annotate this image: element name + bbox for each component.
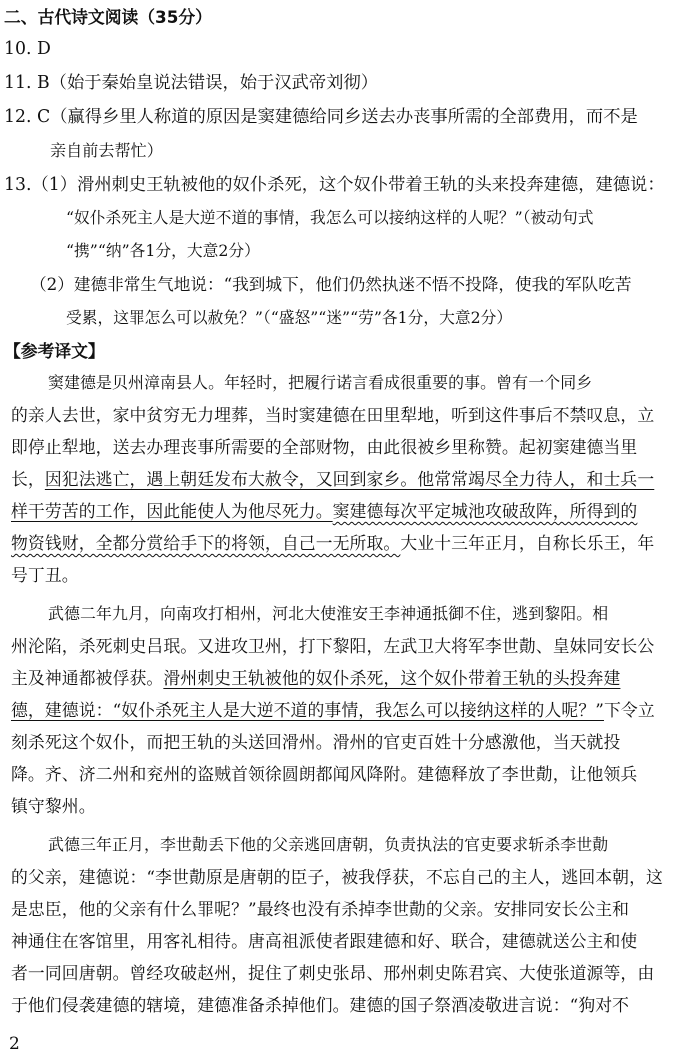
translation-p1-line4 [11,466,697,492]
plain-text: 主及神通都被俘获。 [11,668,164,688]
wavy-underlined-text: 窦建德每次平定城池攻破敌阵，所得到的 [332,501,638,521]
answer-12-line2: 亲自前去帮忙） [50,141,163,160]
translation-p3-line2: 的父亲，建德说：“李世勣原是唐朝的臣子，被我俘获，不忘自己的主人，逃回本朝，这 [11,867,663,887]
underlined-text: 德，建德说：“奴仆杀死主人是大逆不道的事情，我怎么可以接纳这样的人呢？” [11,700,604,720]
translation-p3-line1: 武德三年正月，李世勣丢下他的父亲逃回唐朝，负责执法的官吏要求斩杀李世勣 [48,835,609,854]
translation-heading: 【参考译文】 [4,341,105,361]
translation-p1-line5 [11,498,697,524]
translation-p2-line4 [11,697,697,723]
answer-11: 11. B（始于秦始皇说法错误，始于汉武帝刘彻） [4,73,379,93]
translation-p2-line6: 降。齐、济二州和兖州的盗贼首领徐圆朗都闻风降附。建德释放了李世勣，让他领兵 [11,764,638,784]
translation-p3-line4: 神通住在客馆里，用客礼相待。唐高祖派使者跟建德和好、联合，建德就送公主和使 [11,931,638,951]
translation-p1-line1: 窦建德是贝州漳南县人。年轻时，把履行诺言看成很重要的事。曾有一个同乡 [48,373,593,392]
underlined-text: 滑州刺史王轨被他的奴仆杀死，这个奴仆带着王轨的头投奔建 [163,668,621,688]
plain-text: 大业十三年正月，自称长乐王，年 [400,533,655,553]
page-number: 2 [9,1034,20,1054]
translation-p2-line1: 武德二年九月，向南攻打相州，河北大使淮安王李神通抵御不住，逃到黎阳。相 [48,604,609,623]
underlined-text: 因犯法逃亡，遇上朝廷发布大赦令，又回到家乡。他常常竭尽全力待人，和士兵一 [44,469,655,489]
translation-p2-line5: 刻杀死这个奴仆，而把王轨的头送回滑州。滑州的官吏百姓十分感激他，当天就投 [11,732,621,752]
translation-p2-line7: 镇守黎州。 [11,796,96,816]
translation-p1-line3: 即停止犁地，送去办理丧事所需要的全部财物，由此很被乡里称赞。起初窦建德当里 [11,437,638,457]
translation-p2-line2: 州沦陷，杀死刺史吕珉。又进攻卫州，打下黎阳，左武卫大将军李世勣、皇妹同安长公 [11,636,655,656]
section-title: 二、古代诗文阅读（35分） [4,7,212,27]
answer-13-1-line1: 13.（1）滑州刺史王轨被他的奴仆杀死，这个奴仆带着王轨的头来投奔建德，建德说： [4,175,665,195]
translation-p3-line6: 于他们侵袭建德的辖境，建德准备杀掉他们。建德的国子祭酒凌敬进言说：“狗对不 [11,995,630,1015]
translation-p2-line3 [11,665,697,691]
underlined-text: 样干劳苦的工作，因此能使人为他尽死力。 [11,501,333,521]
plain-text: 长， [11,469,45,489]
translation-p3-line5: 者一同回唐朝。曾经攻破赵州，捉住了刺史张昂、邢州刺史陈君宾、大使张道源等，由 [11,963,655,983]
answer-13-2-line1: （2）建德非常生气地说：“我到城下，他们仍然执迷不悟不投降，使我的军队吃苦 [30,275,632,294]
answer-13-1-line2: “奴仆杀死主人是大逆不道的事情，我怎么可以接纳这样的人呢？”（被动句式 [66,208,594,227]
answer-12-line1: 12. C（赢得乡里人称道的原因是窦建德给同乡送去办丧事所需的全部费用，而不是 [4,107,638,127]
wavy-underlined-text: 物资钱财，全都分赏给手下的将领，自己一无所取。 [11,533,401,553]
answer-13-1-line3: “携”“纳”各1分，大意2分） [66,241,260,260]
translation-p1-line2: 的亲人去世，家中贫穷无力埋葬，当时窦建德在田里犁地，听到这件事后不禁叹息，立 [11,405,655,425]
answer-13-2-line2: 受累，这罪怎么可以赦免？”（“盛怒”“迷”“劳”各1分，大意2分） [66,308,513,327]
translation-p1-line6 [11,530,697,556]
answer-10: 10. D [4,39,51,59]
translation-p1-line7: 号丁丑。 [11,565,79,585]
translation-p3-line3: 是忠臣，他的父亲有什么罪呢？”最终也没有杀掉李世勣的父亲。安排同安长公主和 [11,899,630,919]
plain-text: 下令立 [603,700,655,720]
